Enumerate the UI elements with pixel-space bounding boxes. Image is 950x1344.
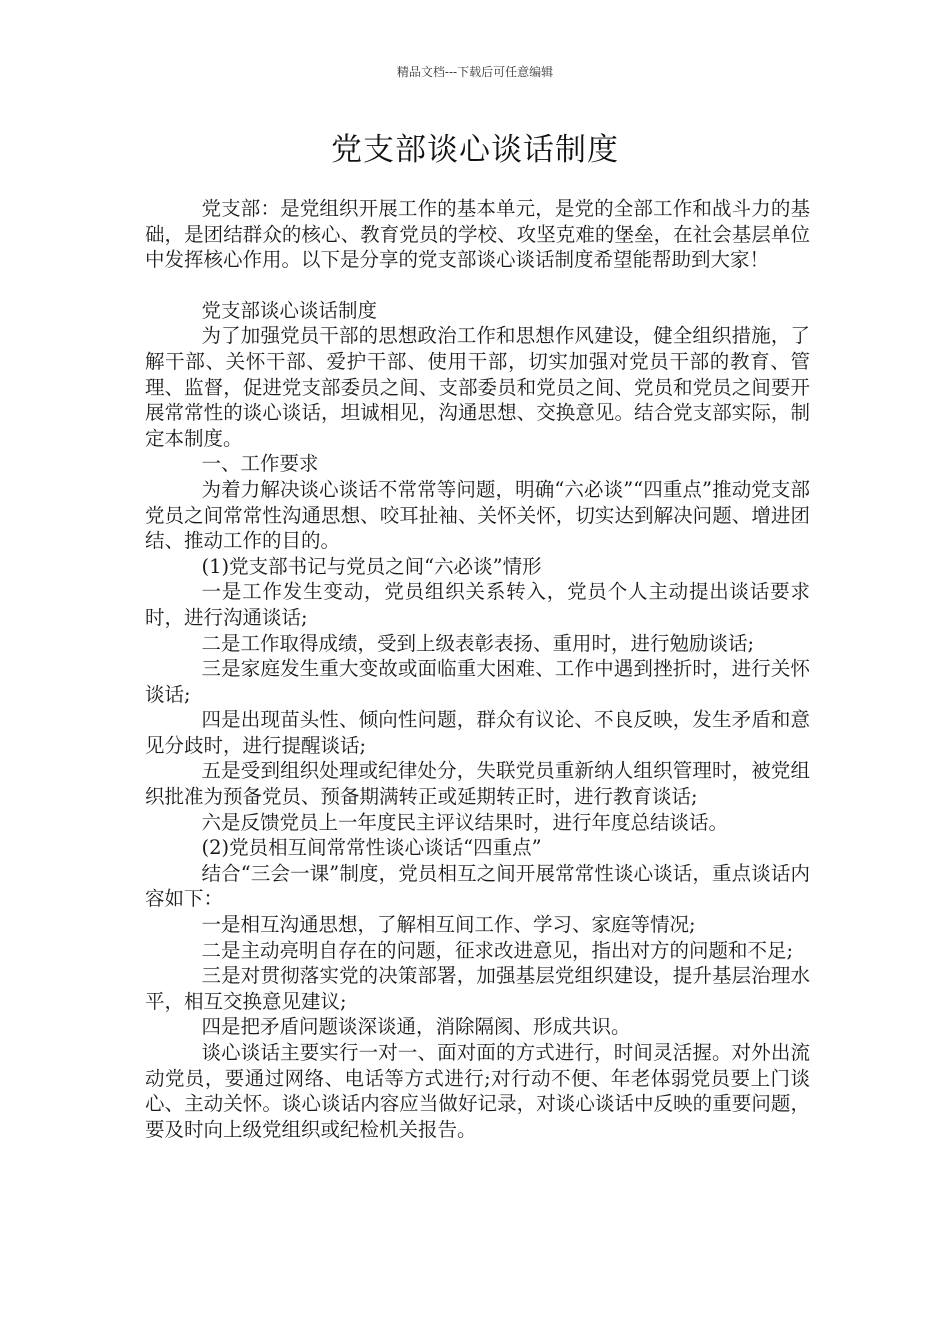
list-item: 一是工作发生变动，党员组织关系转入，党员个人主动提出谈话要求时，进行沟通谈话; <box>145 580 810 629</box>
subsection-heading: (1)党支部书记与党员之间“六必谈”情形 <box>201 554 542 578</box>
list-item: 三是家庭发生重大变故或面临重大困难、工作中遇到挫折时，进行关怀谈话; <box>145 657 810 706</box>
list-item: 二是工作取得成绩，受到上级表彰表扬、重用时，进行勉励谈话; <box>201 631 755 655</box>
list-item: 二是主动亮明自存在的问题，征求改进意见，指出对方的问题和不足; <box>201 938 794 962</box>
intro-paragraph: 党支部：是党组织开展工作的基本单元，是党的全部工作和战斗力的基础，是团结群众的核心、教育党员的学校、攻坚克难的堡垒，在社会基层单位中发挥核心作用。以下是分享的党支部谈心谈话制度希望能帮助到大家！ <box>145 197 810 272</box>
document-body <box>145 196 810 1142</box>
document-title: 党支部谈心谈话制度 <box>331 132 619 168</box>
body-paragraph: 为了加强党员干部的思想政治工作和思想作风建设，健全组织措施，了解干部、关怀干部、爱护干部、使用干部，切实加强对党员干部的教育、管理、监督，促进党支部委员之间、支部委员和党员之间、党员和党员之间要开展常常性的谈心谈话，坦诚相见，沟通思想、交换意见。结合党支部实际，制定本制度。 <box>145 324 810 450</box>
list-item: 四是把矛盾问题谈深谈通，消除隔阂、形成共识。 <box>201 1015 631 1039</box>
subsection-heading: (2)党员相互间常常性谈心谈话“四重点” <box>201 836 542 860</box>
body-paragraph: 结合“三会一课”制度，党员相互之间开展常常性谈心谈话，重点谈话内容如下： <box>145 861 810 911</box>
list-item: 五是受到组织处理或纪律处分，失联党员重新纳人组织管理时，被党组织批准为预备党员、预备期满转正或延期转正时，进行教育谈话; <box>145 759 810 809</box>
body-paragraph: 为着力解决谈心谈话不常常等问题，明确“六必谈”“四重点”推动党支部党员之间常常性沟通思想、咬耳扯袖、关怀关怀，切实达到解决问题、增进团结、推动工作的目的。 <box>145 477 810 553</box>
section-heading: 一、工作要求 <box>201 452 319 476</box>
list-item: 六是反馈党员上一年度民主评议结果时，进行年度总结谈话。 <box>201 810 729 834</box>
section-heading: 党支部谈心谈话制度 <box>201 298 378 322</box>
list-item: 四是出现苗头性、倾向性问题，群众有议论、不良反映，发生矛盾和意见分歧时，进行提醒谈话; <box>145 708 810 757</box>
body-paragraph: 谈心谈话主要实行一对一、面对面的方式进行，时间灵活握。对外出流动党员，要通过网络、电话等方式进行;对行动不便、年老体弱党员要上门谈心、主动关怀。谈心谈话内容应当做好记录，对谈心谈话中反映的重要问题，要及时向上级党组织或纪检机关报告。 <box>145 1041 810 1141</box>
header-note: 精品文档---下载后可任意编辑 <box>396 65 554 79</box>
list-item: 三是对贯彻落实党的决策部署，加强基层党组织建设，提升基层治理水平，相互交换意见建议; <box>145 964 810 1013</box>
list-item: 一是相互沟通思想，了解相互间工作、学习、家庭等情况; <box>201 913 696 937</box>
